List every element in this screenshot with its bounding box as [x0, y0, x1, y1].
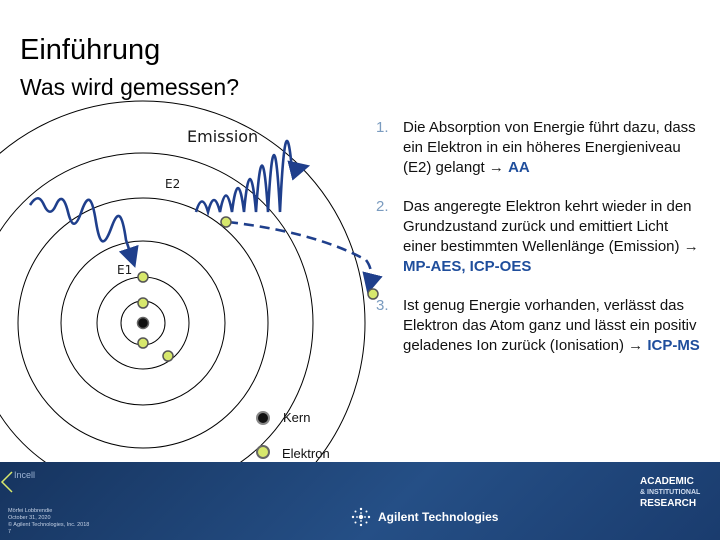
step-3-highlight: ICP-MS	[647, 337, 700, 354]
academic-line-3: RESEARCH	[640, 498, 697, 509]
fine-line-3: © Agilent Technologies, Inc. 2018	[8, 522, 90, 528]
orbit-ring-5	[0, 153, 313, 493]
corner-label: Incell	[14, 470, 36, 480]
legend-kern-swatch	[257, 412, 269, 424]
step-3	[370, 296, 700, 356]
fine-line-1: Mörfei Lobbrendie	[8, 508, 53, 514]
fine-line-4: 7	[8, 529, 12, 535]
step-2-highlight: MP-AES, ICP-OES	[403, 258, 532, 275]
academic-research-logo	[640, 476, 700, 509]
emission-label: Emission	[187, 127, 259, 146]
e1-label: E1	[117, 263, 133, 277]
step-1-number: 1.	[376, 119, 389, 136]
legend-kern: Kern	[283, 410, 311, 425]
electron-inner-bottom	[138, 338, 148, 348]
electron-e1	[138, 272, 148, 282]
electron-inner-top	[138, 298, 148, 308]
academic-line-1: ACADEMIC	[640, 476, 694, 487]
step-1-text: Die Absorption von Energie führt dazu, dass ein Elektron in ein höheres Energieniveau (E2) gelangt	[403, 119, 696, 176]
step-2	[370, 197, 700, 277]
step-1-highlight: AA	[508, 159, 530, 176]
footer-bar	[0, 462, 720, 540]
slide-title: Einführung	[20, 34, 161, 66]
academic-line-2: & INSTITUTIONAL	[640, 489, 701, 496]
step-1-arrow: →	[488, 159, 504, 176]
nucleus	[138, 318, 149, 329]
absorption-wave	[30, 198, 132, 258]
legend-elektron-swatch	[257, 446, 269, 458]
step-1	[370, 118, 700, 178]
step-3-number: 3.	[376, 297, 389, 314]
step-2-number: 2.	[376, 198, 389, 215]
step-2-arrow: →	[683, 238, 699, 255]
agilent-brand	[350, 506, 498, 528]
ionization-path	[228, 222, 371, 284]
steps-list	[370, 118, 700, 375]
electron-ring-2	[163, 351, 173, 361]
emission-wave	[196, 141, 300, 212]
slide-subtitle: Was wird gemessen?	[20, 74, 240, 100]
step-3-text: Ist genug Energie vorhanden, verlässt das Elektron das Atom ganz und lässt ein positiv geladenes Ion zurück (Ionisation)	[403, 297, 697, 354]
agilent-spark-icon	[350, 506, 372, 528]
footer-fine-print	[8, 508, 89, 536]
step-2-text: Das angeregte Elektron kehrt wieder in den Grundzustand zurück und emittiert Licht einer bestimmten Wellenlänge (Emission)	[403, 198, 692, 255]
electron-e2	[221, 217, 231, 227]
legend-elektron: Elektron	[282, 446, 330, 461]
brand-name: Agilent Technologies	[378, 510, 499, 524]
step-3-arrow: →	[628, 337, 644, 354]
fine-line-2: October 31, 2020	[8, 515, 51, 521]
e2-label: E2	[165, 177, 181, 191]
